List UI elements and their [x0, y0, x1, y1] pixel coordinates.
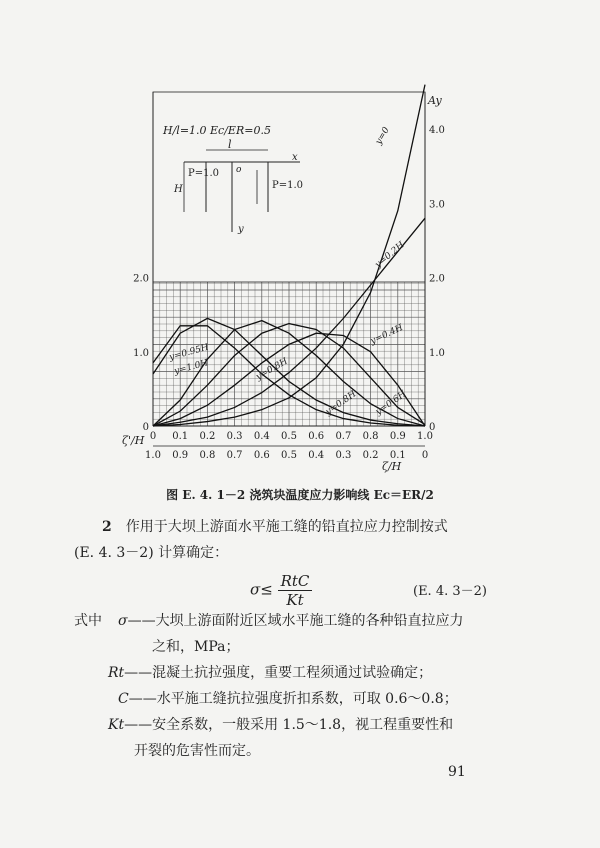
y-left-tick-label: 0: [142, 422, 149, 433]
x-bottom-tick-label: 0.5: [281, 450, 297, 461]
x-bottom-tick-label: 0.4: [308, 450, 325, 461]
curve-label-y10: y=1.0H: [173, 358, 210, 377]
x-top-tick-label: 1.0: [417, 431, 433, 442]
curve-label-y095: y=0.95H: [168, 342, 210, 363]
x-top-tick-label: 0: [149, 431, 157, 442]
x-top-tick-label: 0.9: [389, 431, 406, 442]
formula-numerator: RtC: [278, 572, 313, 591]
formula-lhs: σ≤: [250, 580, 273, 599]
x-bottom-tick-label: 0.8: [199, 450, 216, 461]
curve-label-y02: y=0.2H: [373, 240, 407, 271]
paragraph-line-2: (E. 4. 3－2) 计算确定：: [74, 545, 229, 561]
definition-prefix: 式中: [74, 613, 102, 629]
x-bottom-tick-label: 0: [421, 450, 429, 461]
y-left-tick-label: 2.0: [133, 273, 149, 285]
inset-label-l: l: [228, 138, 232, 151]
curve-label-y04: y=0.4H: [369, 322, 405, 347]
definition-symbol: σ: [118, 613, 128, 629]
definition-text: ——混凝土抗拉强度，重要工程须通过试验确定；: [124, 665, 433, 681]
x-bottom-tick-label: 0.3: [335, 450, 352, 461]
definition-row: [74, 712, 534, 738]
definition-row: [74, 634, 534, 660]
x-bottom-tick-label: 0.6: [253, 450, 270, 461]
curve-label-y08b: y=0.8H: [254, 356, 290, 383]
x-top-tick-label: 0.6: [308, 431, 325, 442]
paragraph-number: 2: [102, 519, 112, 535]
definition-row: [74, 686, 534, 712]
definition-row: [74, 660, 534, 686]
definition-text: 开裂的危害性而定。: [134, 743, 260, 759]
y-right-tick-label: 2.0: [429, 273, 445, 285]
x-bottom-tick-label: 0.9: [172, 450, 189, 461]
x-top-tick-label: 0.2: [199, 431, 216, 442]
inset-label-y: y: [238, 224, 244, 235]
curve-label-y0: y=0: [373, 125, 392, 147]
definition-text: 之和，MPa；: [152, 639, 240, 655]
x-bottom-tick-label: 0.2: [362, 450, 379, 461]
equation-number: (E. 4. 3－2): [413, 584, 487, 599]
inset-label-p-right: P=1.0: [272, 180, 304, 191]
y-left-tick-label: 1.0: [133, 347, 149, 359]
x-top-tick-label: 0.1: [172, 431, 189, 442]
definition-row: [74, 608, 534, 634]
x-bottom-tick-label: 1.0: [145, 450, 161, 461]
inset-label-o: o: [236, 165, 242, 175]
y-axis-label: Ay: [428, 94, 442, 107]
page-number: 91: [448, 764, 466, 780]
formula-denominator: Kt: [286, 591, 304, 609]
y-right-tick-label: 3.0: [429, 199, 445, 211]
x-bottom-tick-label: 0.7: [226, 450, 243, 461]
formula: [250, 572, 550, 612]
definition-symbol: Kt: [108, 717, 125, 733]
definition-text: ——安全系数，一般采用 1.5～1.8，视工程重要性和: [124, 717, 454, 733]
y-right-tick-label: 4.0: [429, 125, 445, 137]
x-top-tick-label: 0.7: [335, 431, 352, 442]
definitions-list: [74, 608, 534, 764]
definition-symbol: C: [118, 691, 129, 707]
inset-label-x: x: [292, 152, 298, 163]
figure-caption: 图 E. 4. 1－2 浇筑块温度应力影响线 Ec＝ER/2: [166, 488, 434, 502]
curve-label-y08a: y=0.8H: [323, 389, 359, 418]
definition-row: [74, 738, 534, 764]
definition-symbol: Rt: [108, 665, 125, 681]
zeta-bottom-label: ζ/H: [382, 460, 402, 473]
y-right-tick-label: 1.0: [429, 347, 445, 359]
paragraph-line-1: 作用于大坝上游面水平施工缝的铅直拉应力控制按式: [125, 519, 448, 535]
inset-label-H: H: [174, 184, 183, 195]
zeta-top-label: ζ'/H: [122, 434, 145, 447]
x-top-tick-label: 0.5: [281, 431, 297, 442]
y-right-tick-label: 0: [429, 422, 436, 433]
curve-label-y06: y=0.6H: [373, 389, 409, 418]
x-top-tick-label: 0.4: [253, 431, 270, 442]
definition-text: ——水平施工缝抗拉强度折扣系数，可取 0.6～0.8；: [128, 691, 458, 707]
x-top-tick-label: 0.8: [362, 431, 379, 442]
formula-fraction: [278, 572, 313, 609]
params-text: H/l=1.0 Ec/ER=0.5: [163, 124, 271, 137]
paragraph-2: [74, 514, 514, 566]
x-bottom-tick-label: 0.1: [389, 450, 406, 461]
definition-text: ——大坝上游面附近区域水平施工缝的各种铅直拉应力: [127, 613, 464, 629]
inset-label-p-left: P=1.0: [188, 168, 220, 179]
x-top-tick-label: 0.3: [226, 431, 243, 442]
